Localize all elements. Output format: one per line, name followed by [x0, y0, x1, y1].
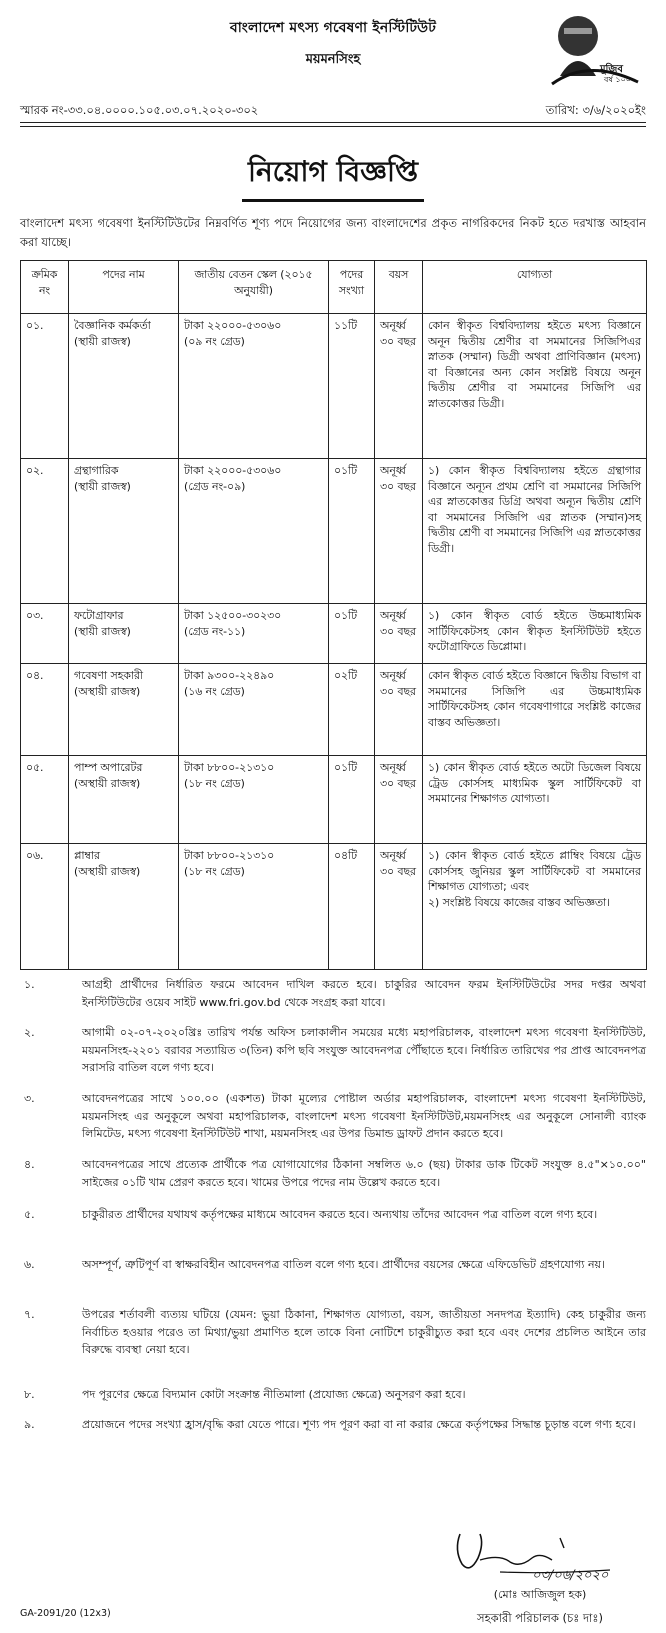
- row-post: [69, 314, 179, 459]
- pay-grade: (১৮ নং গ্রেড): [184, 864, 245, 878]
- post-type: (অস্থায়ী রাজস্ব): [74, 684, 141, 698]
- post-name: ফটোগ্রাফার: [74, 609, 124, 622]
- row-age: অনূর্ধ্ব ৩০ বছর: [375, 459, 423, 604]
- svg-text:মুজিব: মুজিব: [600, 64, 623, 75]
- pay-scale: টাকা ২২০০০-৫৩০৬০: [184, 319, 282, 332]
- memo-divider-2: [20, 126, 646, 127]
- org-name: বাংলাদেশ মৎস্য গবেষণা ইনস্টিটিউট: [229, 20, 437, 36]
- pay-grade: (১৬ নং গ্রেড): [184, 684, 245, 698]
- row-count: ০২টি: [329, 664, 375, 756]
- memo-date: তারিখ: ৩/৬/২০২০ইং: [545, 103, 646, 117]
- memo-ref: স্মারক নং-৩৩.০৪.০০০০.১০৫.০৩.০৭.২০২০-৩০২: [20, 103, 259, 117]
- row-post: [69, 459, 179, 604]
- post-type: (অস্থায়ী রাজস্ব): [74, 864, 141, 878]
- item-number: ৪.: [24, 1158, 35, 1171]
- post-type: (অস্থায়ী রাজস্ব): [74, 776, 141, 790]
- row-scale: [179, 314, 329, 459]
- post-type: (স্থায়ী রাজস্ব): [74, 334, 131, 348]
- post-name: পাম্প অপারেটর: [74, 761, 143, 774]
- item-number: ৫.: [24, 1208, 35, 1221]
- item-text: অসম্পূর্ণ, ত্রুটিপূর্ণ বা স্বাক্ষরবিহীন আবেদনপত্র বাতিল বলে গণ্য হবে। প্রার্থীদের বয়সের ক্ষেত্রে এফিডেভিট গ্রহণযোগ্য নয়।: [82, 1258, 605, 1271]
- row-post: [69, 604, 179, 664]
- title-block: [0, 150, 666, 202]
- svg-text:বর্ষ ১০০: বর্ষ ১০০: [604, 75, 632, 84]
- item-text: প্রয়োজনে পদের সংখ্যা হ্রাস/বৃদ্ধি করা যেতে পারে। শূণ্য পদ পূরণ করা বা না করার ক্ষেত্রে কর্তৃপক্ষের সিদ্ধান্ত চূড়ান্ত বলে গণ্য হবে।: [82, 1418, 636, 1431]
- intro-paragraph: বাংলাদেশ মৎস্য গবেষণা ইনস্টিটিউটের নিম্নবর্ণিত শূণ্য পদে নিয়োগের জন্য বাংলাদেশের প্রকৃত নাগরিকদের নিকট হতে দরখাস্ত আহবান করা যাচ্ছে।: [20, 216, 646, 249]
- item-number: ২.: [24, 1026, 35, 1039]
- row-age: অনূর্ধ্ব ৩০ বছর: [375, 664, 423, 756]
- row-count: ০১টি: [329, 756, 375, 844]
- row-scale: [179, 756, 329, 844]
- signatory-designation: সহকারী পরিচালক (চঃ দাঃ): [477, 1611, 603, 1625]
- table-header-row: [21, 261, 647, 314]
- table-row: [21, 459, 647, 604]
- qualification-1: ১) কোন স্বীকৃত বোর্ড হইতে প্লাম্বিং বিষয়ে ট্রেড কোর্সসহ জুনিয়র স্কুল সার্টিফিকেট বা সমমানের শিক্ষাগত যোগ্যতা; এবং: [428, 849, 641, 893]
- item-number: ৩.: [24, 1092, 35, 1105]
- row-post: [69, 844, 179, 970]
- col-header-serial: ক্রমিক নং: [21, 261, 69, 314]
- item-text: উপরের শর্তাবলী ব্যত্যয় ঘটিয়ে (যেমন: ভুয়া ঠিকানা, শিক্ষাগত যোগ্যতা, বয়স, জাতীয়তা সনদপত্র ইত্যাদি) কেহ চাকুরীর জন্য নির্বাচিত হওয়ার পরেও তা মিথ্যা/ভুয়া প্রমাণিত হলে তাকে বিনা নোটিশে চাকুরীচ্যুত করা হবে এবং দেশের প্রচলিত আইনে তার বিরুদ্ধে ব্যবস্থা নেয়া হবে।: [82, 1308, 646, 1356]
- pay-grade: (১৮ নং গ্রেড): [184, 776, 245, 790]
- pay-scale: টাকা ২২০০০-৫৩০৬০: [184, 464, 282, 477]
- item-text: পদ পূরণের ক্ষেত্রে বিদ্যমান কোটা সংক্রান্ত নীতিমালা (প্রযোজ্য ক্ষেত্রে) অনুসরণ করা হবে।: [82, 1388, 466, 1401]
- row-scale: [179, 604, 329, 664]
- row-scale: [179, 844, 329, 970]
- pay-grade: (০৯ নং গ্রেড): [184, 334, 245, 348]
- item-number: ১.: [24, 978, 35, 991]
- post-type: (স্থায়ী রাজস্ব): [74, 479, 131, 493]
- row-qualification: ১) কোন স্বীকৃত বোর্ড হইতে উচ্চমাধ্যমিক সার্টিফিকেটসহ কোন স্বীকৃত ইনস্টিটিউট হইতে ফটোগ্রাফিতে ডিপ্লোমা।: [423, 604, 647, 664]
- row-serial: ০৩.: [21, 604, 69, 664]
- item-number: ৮.: [24, 1388, 35, 1401]
- pay-grade: (গ্রেড নং-০৯): [184, 479, 246, 493]
- col-header-age: বয়স: [375, 261, 423, 314]
- table-row: [21, 314, 647, 459]
- post-name: গ্রন্থাগারিক: [74, 464, 119, 477]
- item-number: ৭.: [24, 1308, 35, 1321]
- qualification-2: ২) সংশ্লিষ্ট বিষয়ে কাজের বাস্তব অভিজ্ঞতা।: [428, 895, 610, 909]
- row-post: [69, 664, 179, 756]
- row-scale: [179, 664, 329, 756]
- vacancy-table: [20, 260, 647, 970]
- table-row: [21, 756, 647, 844]
- page-title: নিয়োগ বিজ্ঞপ্তি: [242, 150, 424, 202]
- memo-divider: [20, 122, 646, 123]
- row-count: ১১টি: [329, 314, 375, 459]
- item-text: আগ্রহী প্রার্থীদের নির্ধারিত ফরমে আবেদন দাখিল করতে হবে। চাকুরির আবেদন ফরম ইনস্টিটিউটের সদর দপ্তর অথবা ইনস্টিটিউটের ওয়েব সাইট www.fri.gov.bd থেকে সংগ্রহ করা যাবে।: [82, 978, 646, 1009]
- table-row: [21, 604, 647, 664]
- table-row: [21, 664, 647, 756]
- pay-scale: টাকা ১২৫০০-৩০২৩০: [184, 609, 282, 622]
- post-name: গবেষণা সহকারী: [74, 669, 143, 682]
- row-qualification: ১) কোন স্বীকৃত বোর্ড হইতে অটো ডিজেল বিষয়ে ট্রেড কোর্সসহ মাধ্যমিক স্কুল সার্টিফিকেট বা সমমানের শিক্ষাগত যোগ্যতা।: [423, 756, 647, 844]
- post-name: বৈজ্ঞানিক কর্মকর্তা: [74, 319, 151, 332]
- item-text: চাকুরীরত প্রার্থীদের যথাযথ কর্তৃপক্ষের মাধ্যমে আবেদন করতে হবে। অন্যথায় তাঁদের আবেদন পত্র বাতিল বলে গণ্য হবে।: [82, 1208, 598, 1221]
- row-scale: [179, 459, 329, 604]
- ad-code: GA-2091/20 (12x3): [20, 1608, 111, 1619]
- row-count: ০১টি: [329, 604, 375, 664]
- item-number: ৬.: [24, 1258, 35, 1271]
- col-header-scale: জাতীয় বেতন স্কেল (২০১৫ অনুযায়ী): [179, 261, 329, 314]
- row-age: অনূর্ধ্ব ৩০ বছর: [375, 756, 423, 844]
- post-type: (স্থায়ী রাজস্ব): [74, 624, 131, 638]
- pay-scale: টাকা ৮৮০০-২১৩১০: [184, 849, 275, 862]
- pay-grade: (গ্রেড নং-১১): [184, 624, 246, 638]
- row-serial: ০৪.: [21, 664, 69, 756]
- table-row: [21, 844, 647, 970]
- row-count: ০১টি: [329, 459, 375, 604]
- item-text: আবেদনপত্রের সাথে প্রত্যেক প্রার্থীকে পত্র যোগাযোগের ঠিকানা সম্বলিত ৬.০ (ছয়) টাকার ডাক টিকেট সংযুক্ত ৪.৫"×১০.০০" সাইজের ০১টি খাম প্রেরণ করতে হবে। খামের উপরে পদের নাম উল্লেখ করতে হবে।: [82, 1158, 646, 1189]
- row-post: [69, 756, 179, 844]
- row-qualification: কোন স্বীকৃত বিশ্ববিদ্যালয় হইতে মৎস্য বিজ্ঞানে অনূন দ্বিতীয় শ্রেণীর বা সমমানের সিজিপিএর স্নাতক (সম্মান) ডিগ্রী অথবা প্রাণিবিজ্ঞান (মৎস্য) বা বিজ্ঞানের অন্য কোন সংশ্লিষ্ট বিষয়ে অনূন দ্বিতীয় শ্রেণীর বা সমমানের সিজিপি এর স্নাতকোত্তর ডিগ্রী।: [423, 314, 647, 459]
- row-serial: ০১.: [21, 314, 69, 459]
- row-qualification: ১) কোন স্বীকৃত বিশ্ববিদ্যালয় হইতে গ্রন্থাগার বিজ্ঞানে অন্যূন প্রথম শ্রেণি বা সমমানের সিজিপি এর স্নাতকোত্তর ডিগ্রি অথবা অন্যূন দ্বিতীয় শ্রেণি বা সমমানের সিজিপি এর স্নাতক (সম্মান)সহ দ্বিতীয় শ্রেণী বা সমমানের সিজিপি এর স্নাতকোত্তর ডিগ্রী।: [423, 459, 647, 604]
- row-qualification: [423, 844, 647, 970]
- col-header-count: পদের সংখ্যা: [329, 261, 375, 314]
- item-text: আগামী ০২-০৭-২০২০খ্রিঃ তারিখ পর্যন্ত অফিস চলাকালীন সময়ের মধ্যে মহাপরিচালক, বাংলাদেশ মৎস্য গবেষণা ইনস্টিটিউট, ময়মনসিংহ-২২০১ বরাবর সত্যায়িত ৩(তিন) কপি ছবি সংযুক্ত আবেদনপত্র পৌঁছাতে হবে। নির্ধারিত তারিখের পর প্রাপ্ত আবেদনপত্র সরাসরি বাতিল বলে গণ্য হবে।: [82, 1026, 646, 1074]
- row-serial: ০৬.: [21, 844, 69, 970]
- row-age: অনূর্ধ্ব ৩০ বছর: [375, 604, 423, 664]
- col-header-post: পদের নাম: [69, 261, 179, 314]
- signature-block: [440, 1514, 650, 1624]
- item-number: ৯.: [24, 1418, 35, 1431]
- item-text: আবেদনপত্রের সাথে ১০০.০০ (একশত) টাকা মূল্যের পোষ্টাল অর্ডার মহাপরিচালক, বাংলাদেশ মৎস্য গবেষণা ইনস্টিটিউট, ময়মনসিংহ এর অনুকূলে অথবা মহাপরিচালক, বাংলাদেশ মৎস্য গবেষণা ইনস্টিটিউট,ময়মনসিংহ এর অনুকূলে সোনালী ব্যাংক লিমিটেড, মৎস্য গবেষণা ইনস্টিটিউট শাখা, ময়মনসিংহ এর উপর ডিমান্ড ড্রাফট প্রদান করতে হবে।: [82, 1092, 646, 1140]
- memo-line: [20, 102, 646, 121]
- signature-date: ০৩/০৬/২০২০: [532, 1568, 609, 1583]
- pay-scale: টাকা ৮৮০০-২১৩১০: [184, 761, 275, 774]
- row-serial: ০২.: [21, 459, 69, 604]
- row-age: অনূর্ধ্ব ৩০ বছর: [375, 844, 423, 970]
- pay-scale: টাকা ৯৩০০-২২৪৯০: [184, 669, 275, 682]
- row-age: অনূর্ধ্ব ৩০ বছর: [375, 314, 423, 459]
- col-header-qualification: যোগ্যতা: [423, 261, 647, 314]
- row-count: ০৪টি: [329, 844, 375, 970]
- row-qualification: কোন স্বীকৃত বোর্ড হইতে বিজ্ঞানে দ্বিতীয় বিভাগ বা সমমানের সিজিপি এর উচ্চমাধ্যমিক সার্টিফিকেটসহ কোন গবেষণাগারে সংশ্লিষ্ট কাজের বাস্তব অভিজ্ঞতা।: [423, 664, 647, 756]
- post-name: প্লাম্বার: [74, 849, 100, 862]
- row-serial: ০৫.: [21, 756, 69, 844]
- mujib-borsho-logo: [548, 6, 644, 86]
- org-city: ময়মনসিংহ: [305, 52, 361, 67]
- signatory-name: (মোঃ আজিজুল হক): [493, 1588, 587, 1601]
